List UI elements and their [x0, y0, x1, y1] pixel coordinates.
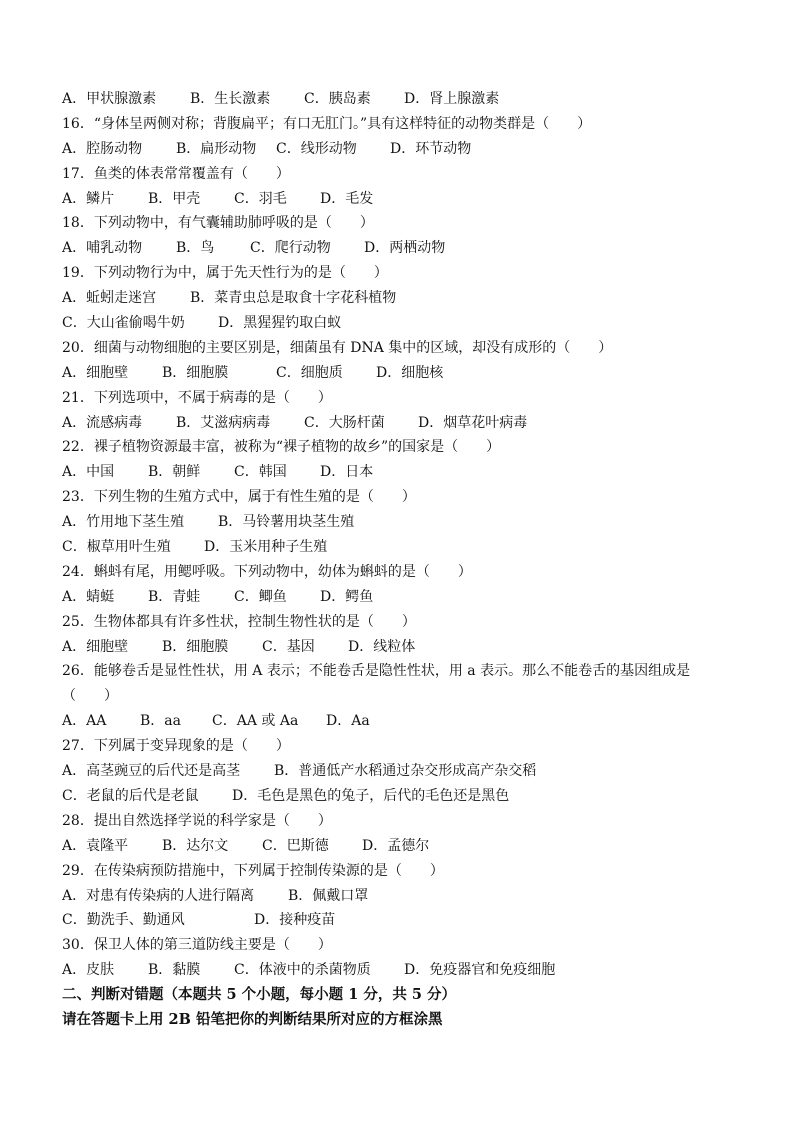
- q18-option-c: C．爬行动物: [250, 240, 331, 257]
- q15-option-d: D．肾上腺激素: [404, 91, 500, 107]
- q23-options-row1: [62, 510, 742, 535]
- q22-option-a: A．中国: [62, 464, 115, 481]
- q17-option-d: D．毛发: [320, 190, 374, 207]
- q26-stem: 26．能够卷舌是显性性状，用 A 表示；不能卷舌是隐性性状，用 a 表示。那么不能卷舌的基因组成是: [62, 663, 691, 680]
- q18-option-a: A．哺乳动物: [62, 240, 143, 257]
- q16-option-d: D．环节动物: [390, 140, 472, 157]
- section-2-instruction: 请在答题卡上用 2B 铅笔把你的判断结果所对应的方框涂黑: [62, 1010, 443, 1028]
- q26-option-d: D．Aa: [326, 713, 370, 730]
- q28-options: [62, 834, 742, 859]
- q23-options-row2: [62, 535, 742, 560]
- q23-stem: 23．下列生物的生殖方式中，属于有性生殖的是（ ）: [62, 489, 416, 506]
- q27-stem: 27．下列属于变异现象的是（ ）: [62, 738, 290, 755]
- q20-stem: 20．细菌与动物细胞的主要区别是，细菌虽有 DNA 集中的区域，却没有成形的（ ）: [62, 339, 613, 356]
- q18-option-d: D．两栖动物: [364, 240, 446, 257]
- q24-options: [62, 585, 742, 610]
- q23-option-a: A．竹用地下茎生殖: [62, 514, 185, 531]
- q15-option-c: C．胰岛素: [304, 91, 371, 107]
- q26-option-b: B．aa: [140, 713, 181, 730]
- q23-option-c: C．椒草用叶生殖: [62, 539, 171, 556]
- q27-option-c: C．老鼠的后代是老鼠: [62, 787, 199, 804]
- q29-option-d: D．接种疫苗: [254, 912, 336, 929]
- q25-option-b: B．细胞膜: [162, 638, 229, 655]
- q24-option-b: B．青蛙: [148, 588, 201, 605]
- q27-option-a: A．高茎豌豆的后代还是高茎: [62, 763, 241, 780]
- q17-option-b: B．甲壳: [148, 190, 201, 207]
- q21-options: [62, 411, 742, 436]
- q21-stem: 21．下列选项中，不属于病毒的是（ ）: [62, 389, 332, 406]
- q19-option-d: D．黑猩猩钓取白蚁: [218, 315, 342, 332]
- q28-option-d: D．孟德尔: [362, 837, 430, 854]
- question-list: [62, 87, 742, 1033]
- q30-option-d: D．免疫器官和免疫细胞: [404, 962, 556, 979]
- q18-options: [62, 236, 742, 261]
- q19-options-row1: [62, 286, 742, 311]
- q15-options: [62, 87, 742, 112]
- q21-option-b: B．艾滋病病毒: [176, 414, 271, 431]
- q22-option-d: D．日本: [320, 464, 374, 481]
- section-2-title: 二、判断对错题（本题共 5 个小题，每小题 1 分，共 5 分）: [62, 986, 457, 1004]
- q30-options: [62, 958, 742, 983]
- q18-stem: 18．下列动物中，有气囊辅助肺呼吸的是（ ）: [62, 215, 374, 232]
- q19-stem: 19．下列动物行为中，属于先天性行为的是（ ）: [62, 265, 388, 282]
- q17-option-c: C．羽毛: [234, 190, 287, 207]
- q26-options: [62, 709, 742, 734]
- q29-stem: 29．在传染病预防措施中，下列属于控制传染源的是（ ）: [62, 862, 444, 879]
- q20-option-a: A．细胞壁: [62, 364, 129, 381]
- q29-option-a: A．对患有传染病的人进行隔离: [62, 887, 255, 904]
- q21-option-d: D．烟草花叶病毒: [418, 414, 528, 431]
- q22-option-b: B．朝鲜: [148, 464, 201, 481]
- q20-option-d: D．细胞核: [376, 364, 444, 381]
- q19-option-c: C．大山雀偷喝牛奶: [62, 315, 185, 332]
- q28-option-b: B．达尔文: [162, 837, 229, 854]
- q30-option-c: C．体液中的杀菌物质: [234, 962, 371, 979]
- q26-stem-continuation: （ ）: [62, 688, 118, 705]
- q23-option-b: B．马铃薯用块茎生殖: [218, 514, 355, 531]
- q29-options-row1: [62, 884, 742, 909]
- q25-stem: 25．生物体都具有许多性状，控制生物性状的是（ ）: [62, 613, 416, 630]
- q21-option-c: C．大肠杆菌: [304, 414, 385, 431]
- q23-option-d: D．玉米用种子生殖: [204, 539, 328, 556]
- q20-options: [62, 361, 742, 386]
- q24-stem: 24．蝌蚪有尾，用鳃呼吸。下列动物中，幼体为蝌蚪的是（ ）: [62, 563, 472, 580]
- q16-option-a: A．腔肠动物: [62, 140, 143, 157]
- q17-option-a: A．鳞片: [62, 190, 115, 207]
- q20-option-c: C．细胞质: [276, 364, 343, 381]
- q25-options: [62, 635, 742, 660]
- q22-stem: 22．裸子植物资源最丰富，被称为“裸子植物的故乡”的国家是（ ）: [62, 439, 501, 456]
- q29-options-row2: [62, 908, 742, 933]
- q22-options: [62, 460, 742, 485]
- q19-option-b: B．菜青虫总是取食十字花科植物: [190, 290, 397, 307]
- q27-options-row1: [62, 759, 742, 784]
- q25-option-d: D．线粒体: [348, 638, 416, 655]
- q16-options: [62, 137, 742, 162]
- q17-options: [62, 187, 742, 212]
- q28-stem: 28．提出自然选择学说的科学家是（ ）: [62, 812, 332, 829]
- q27-option-b: B．普通低产水稻通过杂交形成高产杂交稻: [274, 763, 537, 780]
- q30-option-b: B．黏膜: [148, 962, 201, 979]
- q16-option-c: C．线形动物: [276, 140, 357, 157]
- q19-options-row2: [62, 311, 742, 336]
- q21-option-a: A．流感病毒: [62, 414, 143, 431]
- q30-option-a: A．皮肤: [62, 962, 115, 979]
- q22-option-c: C．韩国: [234, 464, 287, 481]
- q20-option-b: B．细胞膜: [162, 364, 229, 381]
- q28-option-c: C．巴斯德: [262, 837, 329, 854]
- q26-option-a: A．AA: [62, 713, 107, 730]
- q18-option-b: B．鸟: [176, 240, 215, 257]
- q24-option-c: C．鲫鱼: [234, 588, 287, 605]
- q29-option-c: C．勤洗手、勤通风: [62, 912, 185, 929]
- q30-stem: 30．保卫人体的第三道防线主要是（ ）: [62, 937, 332, 954]
- q28-option-a: A．袁隆平: [62, 837, 129, 854]
- q26-option-c: C．AA 或 Aa: [212, 713, 299, 730]
- q25-option-c: C．基因: [262, 638, 315, 655]
- q16-option-b: B．扁形动物: [176, 140, 257, 157]
- q16-stem: 16．“身体呈两侧对称；背腹扁平；有口无肛门。”具有这样特征的动物类群是（ ）: [62, 115, 592, 132]
- q15-option-b: B．生长激素: [190, 91, 271, 107]
- q15-option-a: A．甲状腺激素: [62, 91, 157, 107]
- q25-option-a: A．细胞壁: [62, 638, 129, 655]
- q27-option-d: D．毛色是黑色的兔子，后代的毛色还是黑色: [232, 787, 510, 804]
- q24-option-d: D．鳄鱼: [320, 588, 374, 605]
- q19-option-a: A．蚯蚓走迷宫: [62, 290, 157, 307]
- q27-options-row2: [62, 784, 742, 809]
- q24-option-a: A．蜻蜓: [62, 588, 115, 605]
- q29-option-b: B．佩戴口罩: [288, 887, 369, 904]
- q17-stem: 17．鱼类的体表常常覆盖有（ ）: [62, 165, 290, 182]
